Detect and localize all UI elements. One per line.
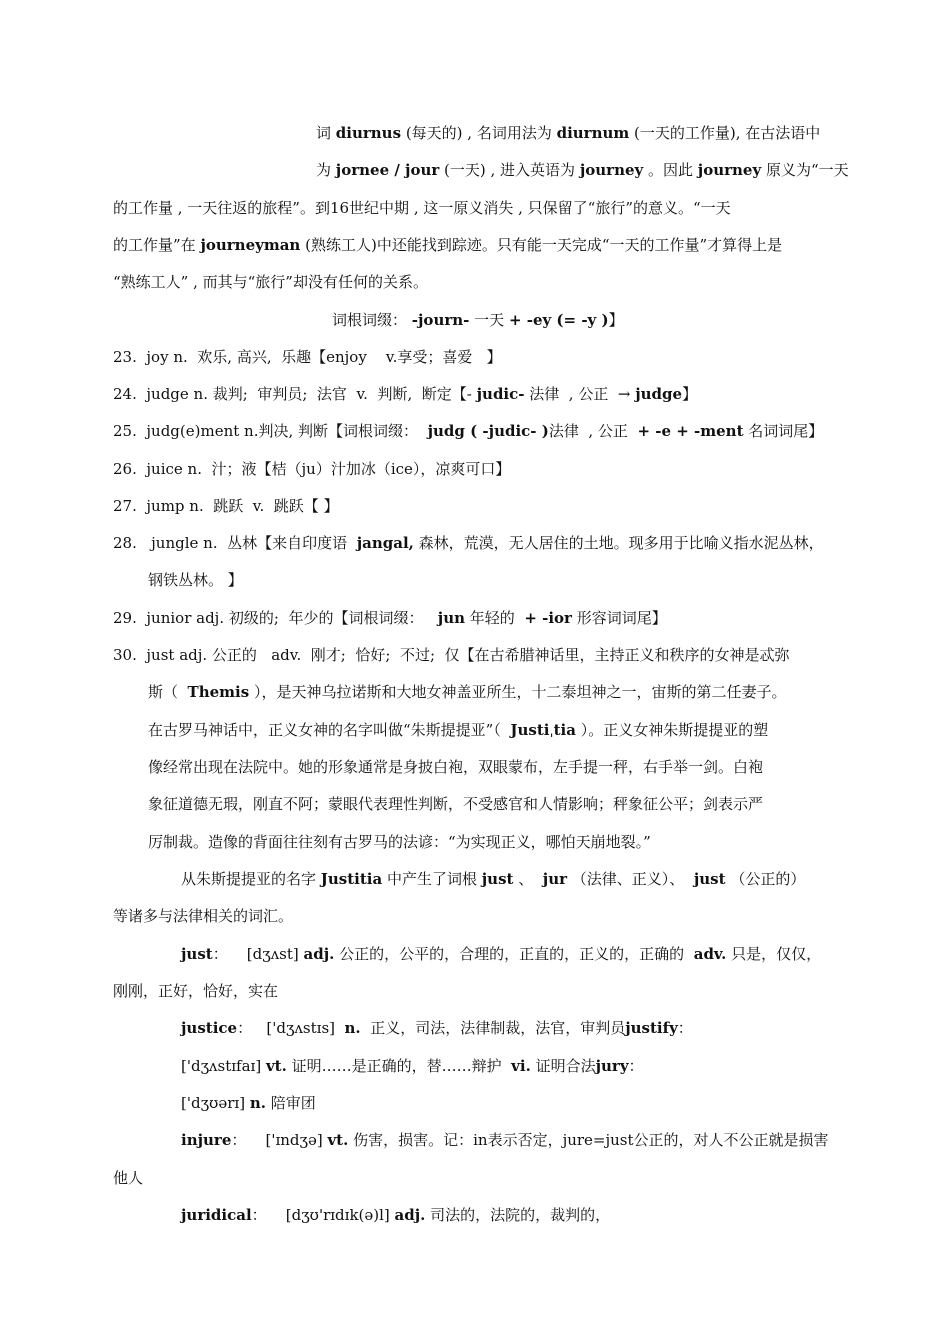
text-run: 中产生了词根 bbox=[382, 870, 482, 888]
text-run: ： bbox=[677, 1019, 693, 1037]
text-run: 】 bbox=[608, 311, 624, 329]
text-run: 钢铁丛林。 】 bbox=[148, 571, 243, 589]
text-run: 象征道德无瑕，刚直不阿；蒙眼代表理性判断，不受感官和人情影响；秤象征公平；剑表示严 bbox=[148, 795, 764, 813]
text-line bbox=[316, 160, 849, 180]
text-run: 24. judge n. 裁判; 审判员; 法官 v. 判断, 断定【- bbox=[113, 385, 477, 403]
text-run: 】 bbox=[682, 385, 698, 403]
term: diurnus bbox=[335, 124, 402, 142]
text-run: 、 bbox=[513, 870, 543, 888]
text-run: (熟练工人)中还能找到踪迹。只有能一天完成“一天的工作量”才算得上是 bbox=[300, 236, 783, 254]
text-run: 司法的，法院的，裁判的， bbox=[425, 1206, 611, 1224]
text-run: ： ['dʒʌstɪs] bbox=[237, 1019, 345, 1037]
text-run: 证明……是正确的，替……辩护 bbox=[286, 1057, 512, 1075]
entry-30-cont bbox=[148, 794, 763, 814]
pos-label: n. bbox=[249, 1094, 266, 1112]
text-run: 的工作量 , 一天往返的旅程”。到16世纪中期 , 这一原义消失 , 只保留了“旅行”的意义。“一天 bbox=[113, 199, 731, 217]
text-run: ： [dʒʌst] bbox=[212, 945, 304, 963]
paragraph-line bbox=[181, 869, 805, 889]
term: jornee / jour bbox=[335, 161, 440, 179]
term: journeyman bbox=[200, 236, 301, 254]
vocab-just bbox=[181, 944, 821, 964]
text-run: “熟练工人” , 而其与“旅行”却没有任何的关系。 bbox=[113, 273, 428, 291]
headword: justify bbox=[625, 1019, 678, 1037]
text-line bbox=[113, 272, 428, 292]
text-run: 的工作量”在 bbox=[113, 236, 201, 254]
pos-label: adv. bbox=[693, 945, 727, 963]
term: journey bbox=[697, 161, 762, 179]
text-run: ['dʒʌstɪfaɪ] bbox=[181, 1057, 266, 1075]
entry-28-cont bbox=[148, 570, 243, 590]
headword: just bbox=[181, 945, 213, 963]
term: judge bbox=[635, 385, 683, 403]
term: + -ey (= -y ) bbox=[508, 311, 609, 329]
text-run: 等诸多与法律相关的词汇。 bbox=[113, 907, 294, 925]
text-run: 法律 , 公正 → bbox=[524, 385, 636, 403]
text-run: 法律 , 公正 bbox=[548, 422, 638, 440]
text-run: ： bbox=[628, 1057, 644, 1075]
text-run: 伤害，损害。记：in表示否定，jure=just公正的，对人不公正就是损害 bbox=[348, 1131, 829, 1149]
entry-26 bbox=[113, 459, 510, 479]
text-line bbox=[316, 123, 820, 143]
paragraph-line bbox=[113, 906, 293, 926]
pos-label: n. bbox=[344, 1019, 361, 1037]
text-run: 29. junior adj. 初级的; 年少的【词根词缀： bbox=[113, 609, 438, 627]
vocab-justify bbox=[181, 1056, 644, 1076]
pos-label: adj. bbox=[303, 945, 335, 963]
text-run: ）。正义女神朱斯提提亚的塑 bbox=[575, 721, 769, 739]
vocab-injure-cont bbox=[113, 1168, 143, 1188]
entry-30-cont bbox=[148, 832, 651, 852]
term: jur bbox=[542, 870, 568, 888]
text-run: (一天) , 进入英语为 bbox=[439, 161, 580, 179]
text-run: 词根词缀： bbox=[332, 311, 412, 329]
text-run: (每天的) , 名词用法为 bbox=[401, 124, 557, 142]
text-run: ： [dʒʊ'rɪdɪk(ə)l] bbox=[251, 1206, 395, 1224]
entry-30-cont bbox=[148, 682, 786, 702]
text-run: 名词词尾】 bbox=[743, 422, 824, 440]
text-run: ），是天神乌拉诺斯和大地女神盖亚所生，十二泰坦神之一，宙斯的第二任妻子。 bbox=[249, 683, 787, 701]
text-run: 形容词词尾】 bbox=[571, 609, 667, 627]
text-run: 年轻的 bbox=[465, 609, 525, 627]
text-line bbox=[332, 310, 624, 330]
text-run: 23. joy n. 欢乐, 高兴, 乐趣【enjoy v.享受；喜爱 】 bbox=[113, 348, 502, 366]
pos-label: vi. bbox=[511, 1057, 531, 1075]
entry-30-cont bbox=[148, 757, 763, 777]
text-run: 证明合法 bbox=[530, 1057, 596, 1075]
term: just bbox=[693, 870, 726, 888]
term: tia bbox=[553, 721, 576, 739]
term: + -e + -ment bbox=[637, 422, 744, 440]
text-run: （公正的） bbox=[725, 870, 806, 888]
vocab-just-cont bbox=[113, 981, 278, 1001]
text-run: ˌ bbox=[549, 721, 554, 739]
text-run: 正义，司法，法律制裁，法官，审判员 bbox=[360, 1019, 626, 1037]
term: Justi bbox=[510, 721, 550, 739]
vocab-justice bbox=[181, 1018, 693, 1038]
term: Themis bbox=[187, 683, 250, 701]
vocab-injure bbox=[181, 1130, 829, 1150]
text-line bbox=[113, 235, 782, 255]
entry-30 bbox=[113, 645, 790, 665]
text-run: 陪审团 bbox=[265, 1094, 316, 1112]
text-run: 像经常出现在法院中。她的形象通常是身披白袍，双眼蒙布，左手提一秤，右手举一剑。白袍 bbox=[148, 758, 764, 776]
headword: jury bbox=[595, 1057, 629, 1075]
vocab-jury bbox=[181, 1093, 316, 1113]
text-run: 词 bbox=[316, 124, 336, 142]
text-run: 原义为“一天 bbox=[761, 161, 849, 179]
text-run: 28. jungle n. 丛林【来自印度语 bbox=[113, 534, 357, 552]
entry-23 bbox=[113, 347, 502, 367]
term: Justitia bbox=[320, 870, 383, 888]
entry-29 bbox=[113, 608, 667, 628]
text-run: ['dʒʊərɪ] bbox=[181, 1094, 250, 1112]
text-line bbox=[113, 198, 731, 218]
entry-24 bbox=[113, 384, 697, 404]
headword: juridical bbox=[181, 1206, 252, 1224]
term: diurnum bbox=[556, 124, 630, 142]
text-run: 厉制裁。造像的背面往往刻有古罗马的法谚：“为实现正义，哪怕天崩地裂。” bbox=[148, 833, 651, 851]
text-run: 为 bbox=[316, 161, 336, 179]
term: judic- bbox=[476, 385, 525, 403]
text-run: 26. juice n. 汁；液【桔（ju）汁加冰（ice），凉爽可口】 bbox=[113, 460, 511, 478]
entry-28 bbox=[113, 533, 824, 553]
text-run: 。因此 bbox=[643, 161, 698, 179]
text-run: 27. jump n. 跳跃 v. 跳跃【 】 bbox=[113, 497, 339, 515]
text-run: 森林，荒漠，无人居住的土地。现多用于比喻义指水泥丛林， bbox=[413, 534, 824, 552]
text-run: 斯（ bbox=[148, 683, 188, 701]
pos-label: vt. bbox=[327, 1131, 349, 1149]
text-run: 只是，仅仅， bbox=[726, 945, 822, 963]
text-run: 一天 bbox=[469, 311, 509, 329]
text-run: （法律、正义）、 bbox=[567, 870, 694, 888]
entry-27 bbox=[113, 496, 339, 516]
term: -journ- bbox=[411, 311, 470, 329]
text-run: 公正的，公平的，合理的，正直的，正义的，正确的 bbox=[334, 945, 694, 963]
term: just bbox=[481, 870, 514, 888]
text-run: 30. just adj. 公正的 adv. 刚才; 恰好; 不过; 仅【在古希腊神话里，主持正义和秩序的女神是忒弥 bbox=[113, 646, 790, 664]
entry-25 bbox=[113, 421, 823, 441]
term: + -ior bbox=[524, 609, 572, 627]
pos-label: adj. bbox=[394, 1206, 426, 1224]
term: judg ( -judic- ) bbox=[427, 422, 549, 440]
headword: justice bbox=[181, 1019, 238, 1037]
text-run: (一天的工作量), 在古法语中 bbox=[629, 124, 821, 142]
text-run: 从朱斯提提亚的名字 bbox=[181, 870, 321, 888]
text-run: 25. judg(e)ment n.判决, 判断【词根词缀： bbox=[113, 422, 428, 440]
text-run: ： ['ɪndʒə] bbox=[231, 1131, 328, 1149]
vocab-juridical bbox=[181, 1205, 610, 1225]
text-run: 在古罗马神话中，正义女神的名字叫做“朱斯提提亚”（ bbox=[148, 721, 511, 739]
pos-label: vt. bbox=[265, 1057, 287, 1075]
headword: injure bbox=[181, 1131, 232, 1149]
text-run: 他人 bbox=[113, 1169, 144, 1187]
entry-30-cont bbox=[148, 720, 768, 740]
term: jun bbox=[437, 609, 466, 627]
text-run: 刚刚，正好，恰好，实在 bbox=[113, 982, 279, 1000]
term: journey bbox=[579, 161, 644, 179]
term: jangal, bbox=[356, 534, 414, 552]
